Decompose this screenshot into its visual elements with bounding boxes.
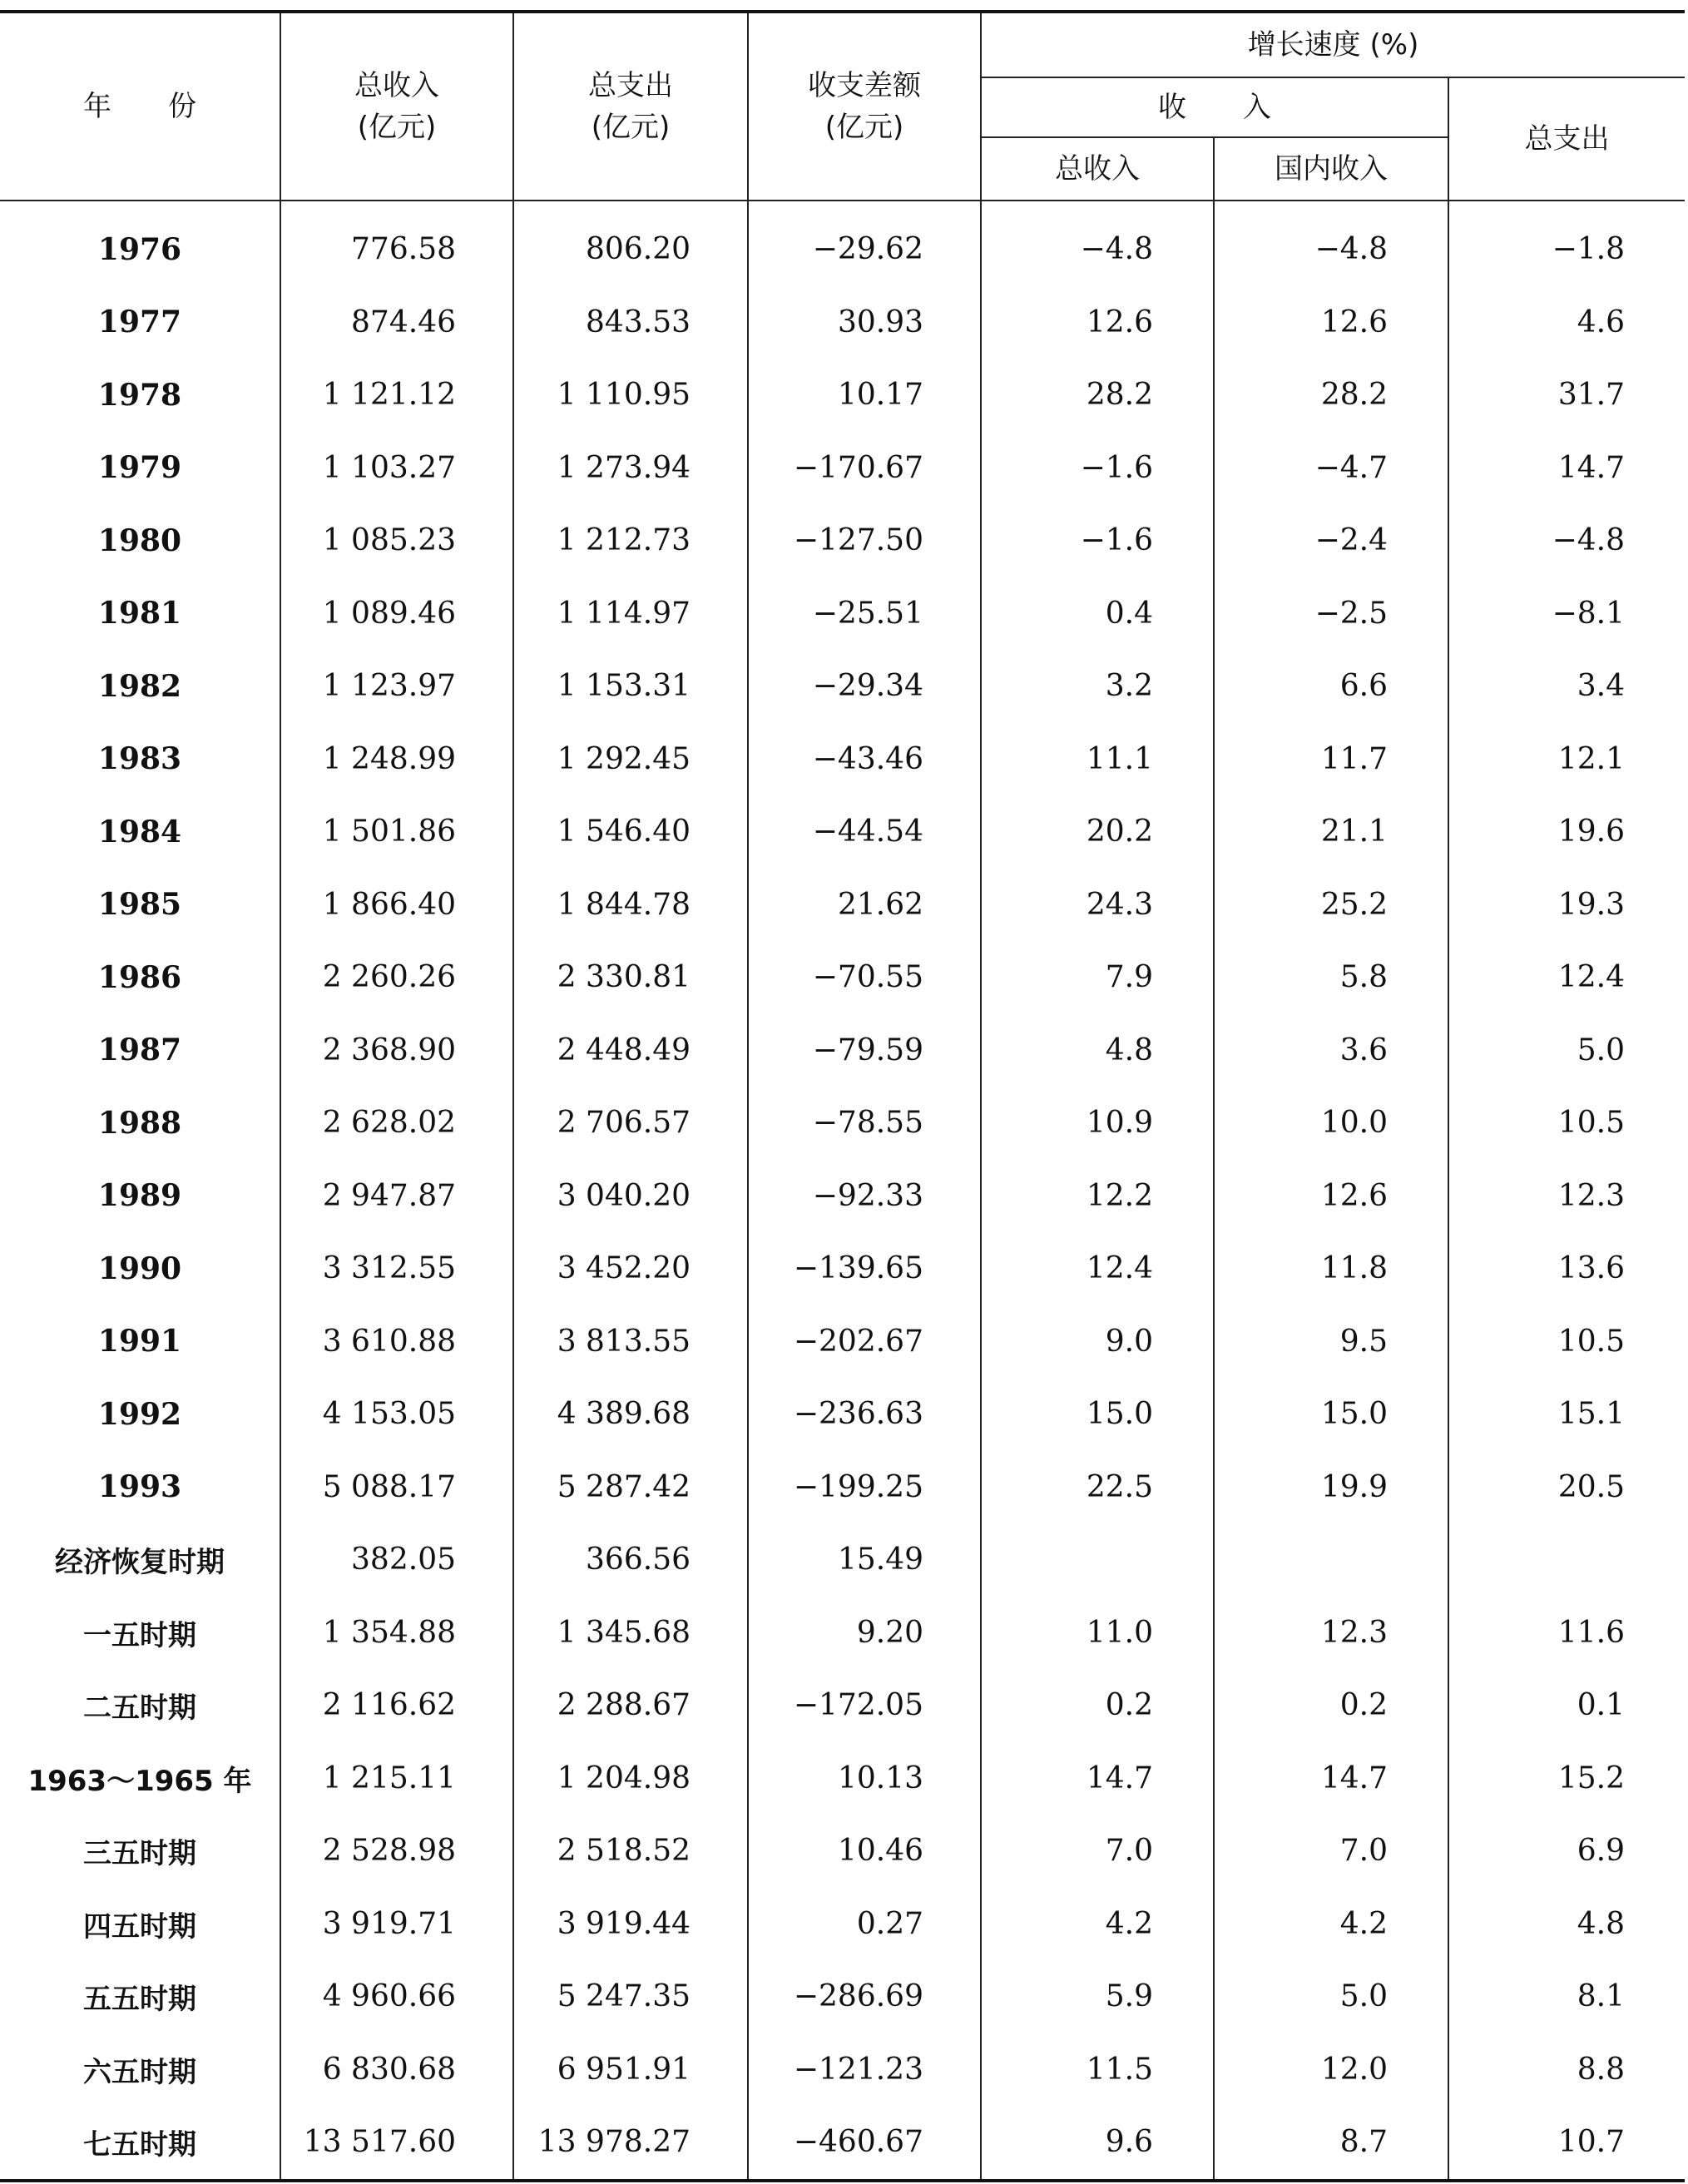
- total-income-cell: 874.46: [280, 286, 513, 359]
- total-income-cell: 1 121.12: [280, 359, 513, 432]
- total-expenditure-cell: 2 288.67: [513, 1669, 748, 1742]
- growth-domestic-income-cell: 15.0: [1214, 1378, 1448, 1451]
- header-total-income-unit: (亿元): [357, 111, 437, 144]
- growth-total-income-cell: 15.0: [981, 1378, 1214, 1451]
- growth-domestic-income-cell: 6.6: [1214, 650, 1448, 723]
- total-expenditure-cell: 366.56: [513, 1523, 748, 1597]
- total-expenditure-cell: 806.20: [513, 201, 748, 286]
- balance-cell: −78.55: [748, 1087, 981, 1160]
- growth-domestic-income-cell: 5.0: [1214, 1960, 1448, 2033]
- growth-total-income-cell: 24.3: [981, 869, 1214, 942]
- total-expenditure-cell: 3 919.44: [513, 1888, 748, 1961]
- year-cell: 1963～1965 年: [27, 1764, 252, 1798]
- growth-total-expenditure-cell: 31.7: [1448, 359, 1685, 432]
- year-cell: 四五时期: [83, 1909, 196, 1944]
- table-row: [0, 650, 1685, 723]
- total-expenditure-cell: 1 110.95: [513, 359, 748, 432]
- header-growth-rate: 增长速度 (%): [981, 12, 1685, 77]
- balance-cell: −29.62: [748, 201, 981, 286]
- total-expenditure-cell: 5 287.42: [513, 1451, 748, 1524]
- total-income-cell: 4 153.05: [280, 1378, 513, 1451]
- total-income-cell: 3 312.55: [280, 1232, 513, 1305]
- year-cell: 1993: [97, 1469, 182, 1505]
- growth-total-expenditure-cell: 8.1: [1448, 1960, 1685, 2033]
- balance-cell: −92.33: [748, 1160, 981, 1233]
- header-growth-total-expenditure: 总支出: [1448, 77, 1685, 201]
- growth-domestic-income-cell: −4.7: [1214, 432, 1448, 505]
- header-total-income: [280, 12, 513, 201]
- total-expenditure-cell: 2 448.49: [513, 1014, 748, 1087]
- growth-total-income-cell: −1.6: [981, 432, 1214, 505]
- growth-total-income-cell: 4.8: [981, 1014, 1214, 1087]
- header-balance-label: 收支差额: [808, 69, 921, 102]
- table-row: [0, 1960, 1685, 2033]
- table-row: [0, 941, 1685, 1014]
- total-expenditure-cell: 5 247.35: [513, 1960, 748, 2033]
- total-expenditure-cell: 4 389.68: [513, 1378, 748, 1451]
- table-row: [0, 1232, 1685, 1305]
- table-row: [0, 1815, 1685, 1888]
- total-income-cell: 2 947.87: [280, 1160, 513, 1233]
- total-expenditure-cell: 843.53: [513, 286, 748, 359]
- year-cell: 1989: [97, 1178, 182, 1214]
- growth-total-expenditure-cell: 10.7: [1448, 2106, 1685, 2181]
- total-income-cell: 3 919.71: [280, 1888, 513, 1961]
- growth-total-income-cell: 7.9: [981, 941, 1214, 1014]
- growth-domestic-income-cell: 12.0: [1214, 2033, 1448, 2107]
- balance-cell: −202.67: [748, 1305, 981, 1379]
- total-income-cell: 776.58: [280, 201, 513, 286]
- growth-total-expenditure-cell: −4.8: [1448, 504, 1685, 577]
- growth-domestic-income-cell: 11.7: [1214, 723, 1448, 796]
- table-row: [0, 1888, 1685, 1961]
- year-cell: 三五时期: [83, 1837, 196, 1871]
- balance-cell: −286.69: [748, 1960, 981, 2033]
- growth-total-expenditure-cell: −1.8: [1448, 201, 1685, 286]
- total-expenditure-cell: 1 844.78: [513, 869, 748, 942]
- balance-cell: −139.65: [748, 1232, 981, 1305]
- growth-total-expenditure-cell: 0.1: [1448, 1669, 1685, 1742]
- growth-total-income-cell: 12.4: [981, 1232, 1214, 1305]
- table-body: [0, 201, 1685, 2181]
- total-expenditure-cell: 1 114.97: [513, 577, 748, 651]
- table-row: [0, 1014, 1685, 1087]
- growth-total-expenditure-cell: 11.6: [1448, 1597, 1685, 1670]
- growth-total-expenditure-cell: 19.6: [1448, 795, 1685, 869]
- balance-cell: −460.67: [748, 2106, 981, 2181]
- growth-total-income-cell: −1.6: [981, 504, 1214, 577]
- table-row: [0, 1669, 1685, 1742]
- total-income-cell: 5 088.17: [280, 1451, 513, 1524]
- balance-cell: −170.67: [748, 432, 981, 505]
- total-income-cell: 2 260.26: [280, 941, 513, 1014]
- balance-cell: 10.46: [748, 1815, 981, 1888]
- header-balance: [748, 12, 981, 201]
- table-row: [0, 723, 1685, 796]
- header-total-expenditure: [513, 12, 748, 201]
- growth-domestic-income-cell: 4.2: [1214, 1888, 1448, 1961]
- growth-domestic-income-cell: −2.5: [1214, 577, 1448, 651]
- growth-domestic-income-cell: 14.7: [1214, 1742, 1448, 1815]
- year-cell: 1978: [97, 377, 182, 413]
- growth-total-income-cell: 22.5: [981, 1451, 1214, 1524]
- table-header: [0, 12, 1685, 201]
- year-cell: 1986: [97, 959, 182, 995]
- year-cell: 七五时期: [83, 2128, 196, 2162]
- table-row: [0, 1523, 1685, 1597]
- growth-total-expenditure-cell: [1448, 1523, 1685, 1597]
- year-cell: 1984: [97, 814, 182, 849]
- total-income-cell: 1 866.40: [280, 869, 513, 942]
- growth-total-expenditure-cell: −8.1: [1448, 577, 1685, 651]
- growth-total-expenditure-cell: 12.1: [1448, 723, 1685, 796]
- balance-cell: 15.49: [748, 1523, 981, 1597]
- growth-total-expenditure-cell: 13.6: [1448, 1232, 1685, 1305]
- year-cell: 1981: [97, 596, 182, 631]
- growth-total-income-cell: 10.9: [981, 1087, 1214, 1160]
- header-year: 年 份: [0, 12, 280, 201]
- growth-total-income-cell: 11.5: [981, 2033, 1214, 2107]
- total-income-cell: 6 830.68: [280, 2033, 513, 2107]
- total-expenditure-cell: 1 212.73: [513, 504, 748, 577]
- table-row: [0, 2033, 1685, 2107]
- balance-cell: 30.93: [748, 286, 981, 359]
- year-cell: 一五时期: [83, 1618, 196, 1652]
- total-expenditure-cell: 2 518.52: [513, 1815, 748, 1888]
- total-expenditure-cell: 3 813.55: [513, 1305, 748, 1379]
- year-cell: 1991: [97, 1324, 182, 1359]
- growth-total-income-cell: 12.6: [981, 286, 1214, 359]
- total-income-cell: 1 123.97: [280, 650, 513, 723]
- total-income-cell: 1 089.46: [280, 577, 513, 651]
- growth-total-expenditure-cell: 12.4: [1448, 941, 1685, 1014]
- growth-domestic-income-cell: 5.8: [1214, 941, 1448, 1014]
- balance-cell: −127.50: [748, 504, 981, 577]
- growth-total-income-cell: [981, 1523, 1214, 1597]
- table-row: [0, 432, 1685, 505]
- balance-cell: −236.63: [748, 1378, 981, 1451]
- year-cell: 1985: [97, 887, 182, 923]
- balance-cell: 9.20: [748, 1597, 981, 1670]
- growth-domestic-income-cell: 12.6: [1214, 1160, 1448, 1233]
- growth-total-expenditure-cell: 20.5: [1448, 1451, 1685, 1524]
- total-income-cell: 3 610.88: [280, 1305, 513, 1379]
- growth-domestic-income-cell: 19.9: [1214, 1451, 1448, 1524]
- header-income-group: 收 入: [981, 77, 1448, 137]
- balance-cell: −29.34: [748, 650, 981, 723]
- balance-cell: −79.59: [748, 1014, 981, 1087]
- table-row: [0, 1305, 1685, 1379]
- balance-cell: −70.55: [748, 941, 981, 1014]
- total-income-cell: 1 215.11: [280, 1742, 513, 1815]
- total-expenditure-cell: 1 273.94: [513, 432, 748, 505]
- growth-total-income-cell: 5.9: [981, 1960, 1214, 2033]
- balance-cell: 10.13: [748, 1742, 981, 1815]
- growth-total-income-cell: 12.2: [981, 1160, 1214, 1233]
- year-cell: 1976: [97, 231, 182, 267]
- total-income-cell: 4 960.66: [280, 1960, 513, 2033]
- year-cell: 1990: [97, 1250, 182, 1286]
- total-expenditure-cell: 1 345.68: [513, 1597, 748, 1670]
- growth-total-expenditure-cell: 10.5: [1448, 1305, 1685, 1379]
- growth-domestic-income-cell: 28.2: [1214, 359, 1448, 432]
- balance-cell: 10.17: [748, 359, 981, 432]
- balance-cell: −199.25: [748, 1451, 981, 1524]
- growth-domestic-income-cell: 12.6: [1214, 286, 1448, 359]
- total-expenditure-cell: 13 978.27: [513, 2106, 748, 2181]
- growth-domestic-income-cell: 10.0: [1214, 1087, 1448, 1160]
- total-expenditure-cell: 3 452.20: [513, 1232, 748, 1305]
- total-expenditure-cell: 1 546.40: [513, 795, 748, 869]
- year-cell: 六五时期: [83, 2055, 196, 2089]
- total-income-cell: 2 528.98: [280, 1815, 513, 1888]
- growth-total-expenditure-cell: 12.3: [1448, 1160, 1685, 1233]
- growth-domestic-income-cell: 7.0: [1214, 1815, 1448, 1888]
- total-expenditure-cell: 1 292.45: [513, 723, 748, 796]
- growth-total-expenditure-cell: 4.6: [1448, 286, 1685, 359]
- year-cell: 1979: [97, 450, 182, 486]
- balance-cell: 0.27: [748, 1888, 981, 1961]
- growth-domestic-income-cell: [1214, 1523, 1448, 1597]
- total-expenditure-cell: 6 951.91: [513, 2033, 748, 2107]
- growth-total-expenditure-cell: 10.5: [1448, 1087, 1685, 1160]
- fiscal-revenue-expenditure-table: [0, 10, 1685, 2182]
- table-row: [0, 201, 1685, 286]
- year-cell: 1988: [97, 1105, 182, 1141]
- table-row: [0, 1378, 1685, 1451]
- growth-total-expenditure-cell: 5.0: [1448, 1014, 1685, 1087]
- total-expenditure-cell: 2 330.81: [513, 941, 748, 1014]
- total-expenditure-cell: 3 040.20: [513, 1160, 748, 1233]
- year-cell: 1983: [97, 741, 182, 777]
- table-row: [0, 1597, 1685, 1670]
- growth-domestic-income-cell: 3.6: [1214, 1014, 1448, 1087]
- growth-total-income-cell: 11.1: [981, 723, 1214, 796]
- growth-domestic-income-cell: 0.2: [1214, 1669, 1448, 1742]
- growth-total-expenditure-cell: 3.4: [1448, 650, 1685, 723]
- total-income-cell: 2 116.62: [280, 1669, 513, 1742]
- balance-cell: 21.62: [748, 869, 981, 942]
- total-income-cell: 13 517.60: [280, 2106, 513, 2181]
- growth-domestic-income-cell: −4.8: [1214, 201, 1448, 286]
- growth-total-income-cell: 11.0: [981, 1597, 1214, 1670]
- table-row: [0, 577, 1685, 651]
- growth-total-income-cell: 7.0: [981, 1815, 1214, 1888]
- total-income-cell: 382.05: [280, 1523, 513, 1597]
- year-cell: 1977: [97, 305, 182, 340]
- year-cell: 1980: [97, 522, 182, 558]
- growth-total-income-cell: −4.8: [981, 201, 1214, 286]
- table-row: [0, 869, 1685, 942]
- growth-total-income-cell: 0.4: [981, 577, 1214, 651]
- header-balance-unit: (亿元): [824, 111, 904, 144]
- growth-total-income-cell: 4.2: [981, 1888, 1214, 1961]
- table-row: [0, 1451, 1685, 1524]
- table-row: [0, 1160, 1685, 1233]
- growth-total-expenditure-cell: 14.7: [1448, 432, 1685, 505]
- growth-total-income-cell: 9.0: [981, 1305, 1214, 1379]
- growth-total-income-cell: 28.2: [981, 359, 1214, 432]
- balance-cell: −121.23: [748, 2033, 981, 2107]
- growth-domestic-income-cell: 21.1: [1214, 795, 1448, 869]
- growth-total-expenditure-cell: 19.3: [1448, 869, 1685, 942]
- growth-domestic-income-cell: 25.2: [1214, 869, 1448, 942]
- total-income-cell: 1 103.27: [280, 432, 513, 505]
- year-cell: 二五时期: [83, 1691, 196, 1726]
- total-income-cell: 1 354.88: [280, 1597, 513, 1670]
- total-income-cell: 1 085.23: [280, 504, 513, 577]
- total-expenditure-cell: 1 204.98: [513, 1742, 748, 1815]
- growth-domestic-income-cell: −2.4: [1214, 504, 1448, 577]
- growth-total-expenditure-cell: 6.9: [1448, 1815, 1685, 1888]
- table-row: [0, 359, 1685, 432]
- growth-total-expenditure-cell: 15.1: [1448, 1378, 1685, 1451]
- year-cell: 1992: [97, 1396, 182, 1432]
- year-cell: 1982: [97, 668, 182, 704]
- growth-domestic-income-cell: 12.3: [1214, 1597, 1448, 1670]
- total-income-cell: 1 248.99: [280, 723, 513, 796]
- header-total-income-label: 总收入: [354, 69, 439, 102]
- header-growth-total-income: 总收入: [981, 137, 1214, 201]
- balance-cell: −43.46: [748, 723, 981, 796]
- growth-domestic-income-cell: 9.5: [1214, 1305, 1448, 1379]
- table-row: [0, 504, 1685, 577]
- year-cell: 五五时期: [83, 1983, 196, 2017]
- growth-total-income-cell: 14.7: [981, 1742, 1214, 1815]
- balance-cell: −172.05: [748, 1669, 981, 1742]
- year-cell: 1987: [97, 1033, 182, 1068]
- growth-domestic-income-cell: 11.8: [1214, 1232, 1448, 1305]
- growth-total-income-cell: 3.2: [981, 650, 1214, 723]
- balance-cell: −44.54: [748, 795, 981, 869]
- table-row: [0, 1742, 1685, 1815]
- total-expenditure-cell: 1 153.31: [513, 650, 748, 723]
- header-growth-domestic-income: 国内收入: [1214, 137, 1448, 201]
- total-income-cell: 1 501.86: [280, 795, 513, 869]
- header-total-expenditure-label: 总支出: [588, 69, 673, 102]
- growth-total-income-cell: 20.2: [981, 795, 1214, 869]
- total-expenditure-cell: 2 706.57: [513, 1087, 748, 1160]
- growth-total-income-cell: 0.2: [981, 1669, 1214, 1742]
- growth-domestic-income-cell: 8.7: [1214, 2106, 1448, 2181]
- year-cell: 经济恢复时期: [55, 1546, 225, 1580]
- header-total-expenditure-unit: (亿元): [591, 111, 671, 144]
- growth-total-income-cell: 9.6: [981, 2106, 1214, 2181]
- total-income-cell: 2 368.90: [280, 1014, 513, 1087]
- total-income-cell: 2 628.02: [280, 1087, 513, 1160]
- table-row: [0, 1087, 1685, 1160]
- growth-total-expenditure-cell: 4.8: [1448, 1888, 1685, 1961]
- table-row: [0, 2106, 1685, 2181]
- balance-cell: −25.51: [748, 577, 981, 651]
- growth-total-expenditure-cell: 8.8: [1448, 2033, 1685, 2107]
- table-row: [0, 286, 1685, 359]
- table-row: [0, 795, 1685, 869]
- growth-total-expenditure-cell: 15.2: [1448, 1742, 1685, 1815]
